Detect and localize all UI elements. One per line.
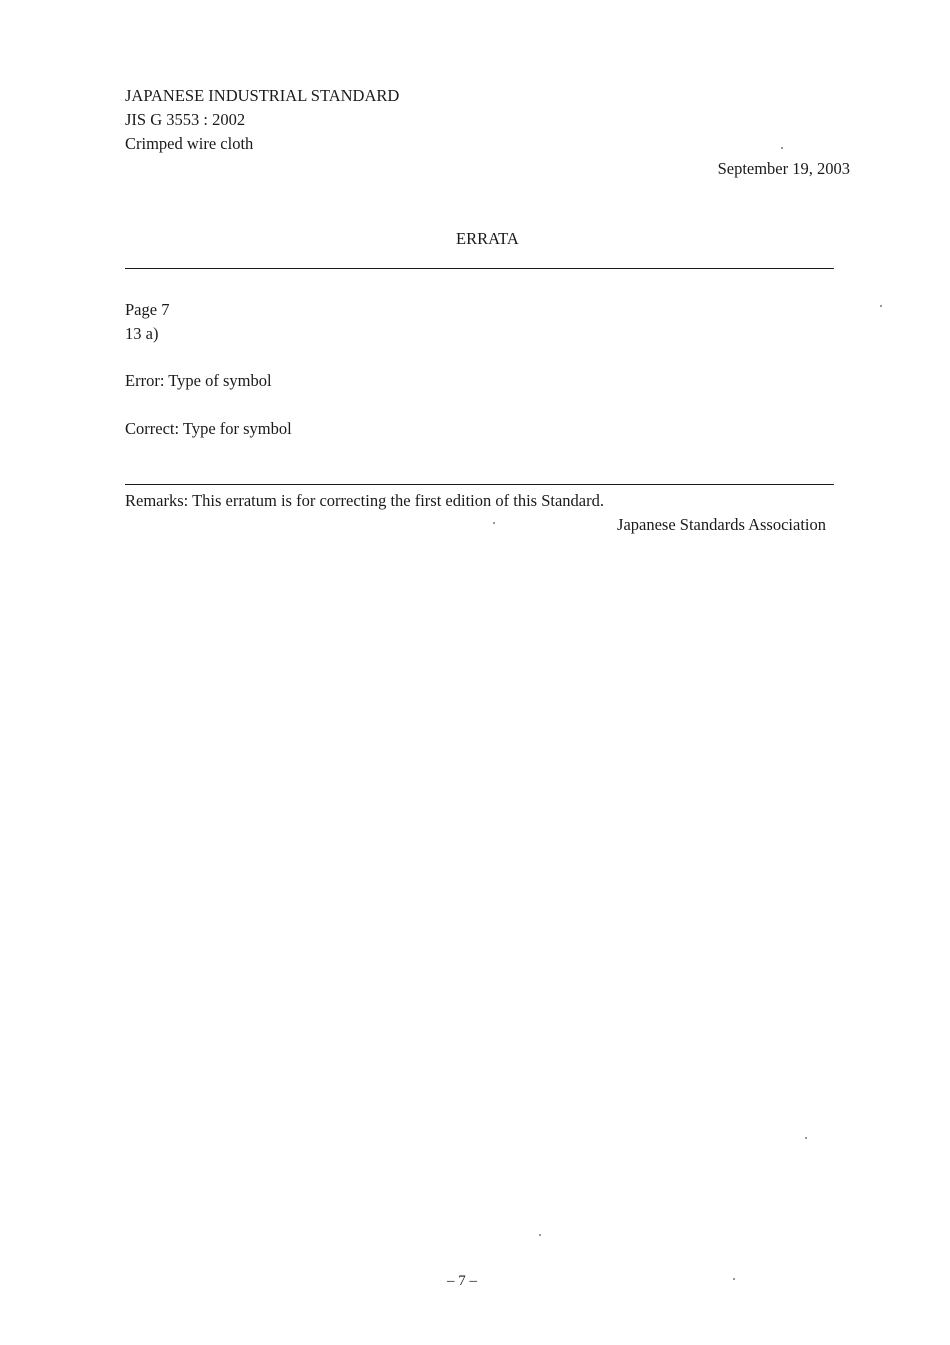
- issuer-line: Japanese Standards Association: [617, 515, 826, 534]
- page-number: – 7 –: [447, 1273, 477, 1289]
- bottom-rule: [125, 484, 834, 485]
- standard-type: JAPANESE INDUSTRIAL STANDARD: [125, 86, 400, 105]
- scan-speck: [880, 305, 882, 307]
- top-rule: [125, 268, 834, 269]
- remarks-line: Remarks: This erratum is for correcting the first edition of this Standard.: [125, 491, 604, 510]
- standard-number: JIS G 3553 : 2002: [125, 110, 246, 129]
- scan-speck: [539, 1234, 541, 1236]
- standard-title: Crimped wire cloth: [125, 134, 254, 153]
- scan-speck: [805, 1137, 807, 1139]
- errata-title: ERRATA: [456, 229, 519, 248]
- error-line: Error: Type of symbol: [125, 371, 272, 390]
- document-date: September 19, 2003: [717, 159, 850, 178]
- scan-speck: [781, 147, 783, 149]
- correct-line: Correct: Type for symbol: [125, 419, 292, 438]
- scan-speck: [493, 522, 495, 524]
- page-reference: Page 7: [125, 300, 170, 319]
- scan-speck: [733, 1278, 735, 1280]
- clause-reference: 13 a): [125, 324, 159, 343]
